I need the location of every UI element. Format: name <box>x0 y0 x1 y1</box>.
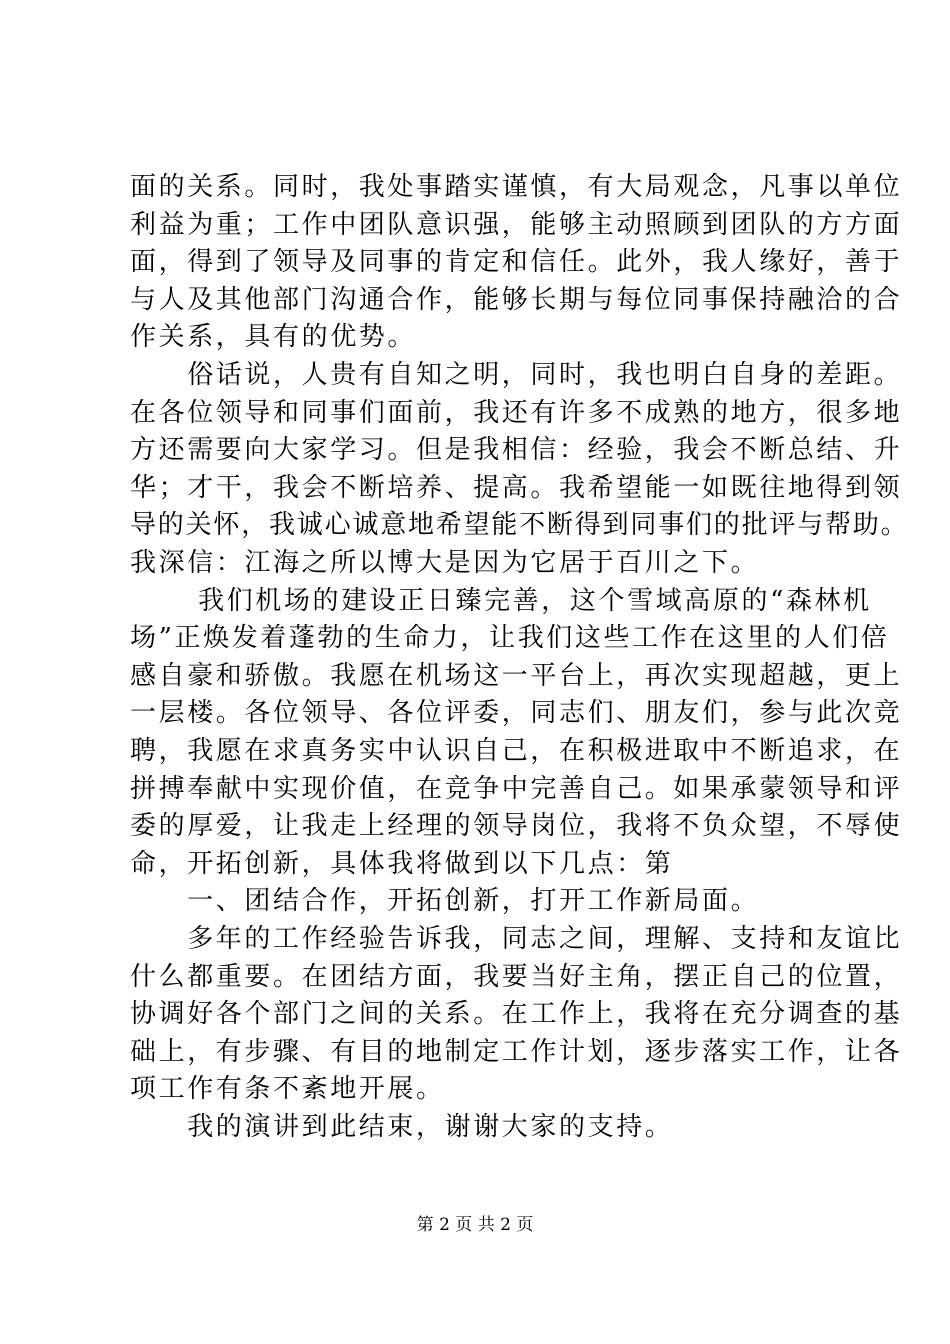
text-line: 俗话说，人贵有自知之明，同时，我也明白自身的差距。 <box>130 360 903 390</box>
text-line: 多年的工作经验告诉我，同志之间，理解、支持和友谊比 <box>130 924 903 954</box>
text-line: 利益为重；工作中团队意识强，能够主动照顾到团队的方方面 <box>130 210 903 240</box>
text-line: 作关系，具有的优势。 <box>130 322 417 352</box>
text-line: 聘，我愿在求真务实中认识自己，在积极进取中不断追求，在 <box>130 736 903 766</box>
text-line: 方还需要向大家学习。但是我相信：经验，我会不断总结、升 <box>130 435 903 465</box>
text-line: 我们机场的建设正日臻完善，这个雪域高原的“森林机 <box>130 586 872 616</box>
text-line: 一、团结合作，开拓创新，打开工作新局面。 <box>130 886 760 916</box>
text-line: 项工作有条不紊地开展。 <box>130 1074 445 1104</box>
text-line: 面，得到了领导及同事的肯定和信任。此外，我人缘好，善于 <box>130 247 903 277</box>
text-line: 导的关怀，我诚心诚意地希望能不断得到同事们的批评与帮助。 <box>130 510 909 540</box>
text-line: 场”正焕发着蓬勃的生命力，让我们这些工作在这里的人们倍 <box>130 623 890 653</box>
text-line: 什么都重要。在团结方面，我要当好主角，摆正自己的位置， <box>130 962 903 992</box>
text-line: 础上，有步骤、有目的地制定工作计划，逐步落实工作，让各 <box>130 1037 903 1067</box>
text-line: 命，开拓创新，具体我将做到以下几点：第 <box>130 849 674 879</box>
text-line: 在各位领导和同事们面前，我还有许多不成熟的地方，很多地 <box>130 398 903 428</box>
text-line: 我的演讲到此结束，谢谢大家的支持。 <box>130 1112 674 1142</box>
text-line: 委的厚爱，让我走上经理的领导岗位，我将不负众望，不辱使 <box>130 811 903 841</box>
text-line: 面的关系。同时，我处事踏实谨慎，有大局观念，凡事以单位 <box>130 172 903 202</box>
text-line: 与人及其他部门沟通合作，能够长期与每位同事保持融洽的合 <box>130 285 903 315</box>
text-line: 感自豪和骄傲。我愿在机场这一平台上，再次实现超越，更上 <box>130 661 903 691</box>
text-line: 我深信：江海之所以博大是因为它居于百川之下。 <box>130 548 760 578</box>
text-line: 一层楼。各位领导、各位评委，同志们、朋友们，参与此次竞 <box>130 698 903 728</box>
text-line: 华；才干，我会不断培养、提高。我希望能一如既往地得到领 <box>130 473 903 503</box>
text-line: 拼搏奉献中实现价值，在竞争中完善自己。如果承蒙领导和评 <box>130 774 903 804</box>
text-line: 协调好各个部门之间的关系。在工作上，我将在充分调查的基 <box>130 999 903 1029</box>
page-footer: 第 2 页 共 2 页 <box>416 1215 534 1235</box>
